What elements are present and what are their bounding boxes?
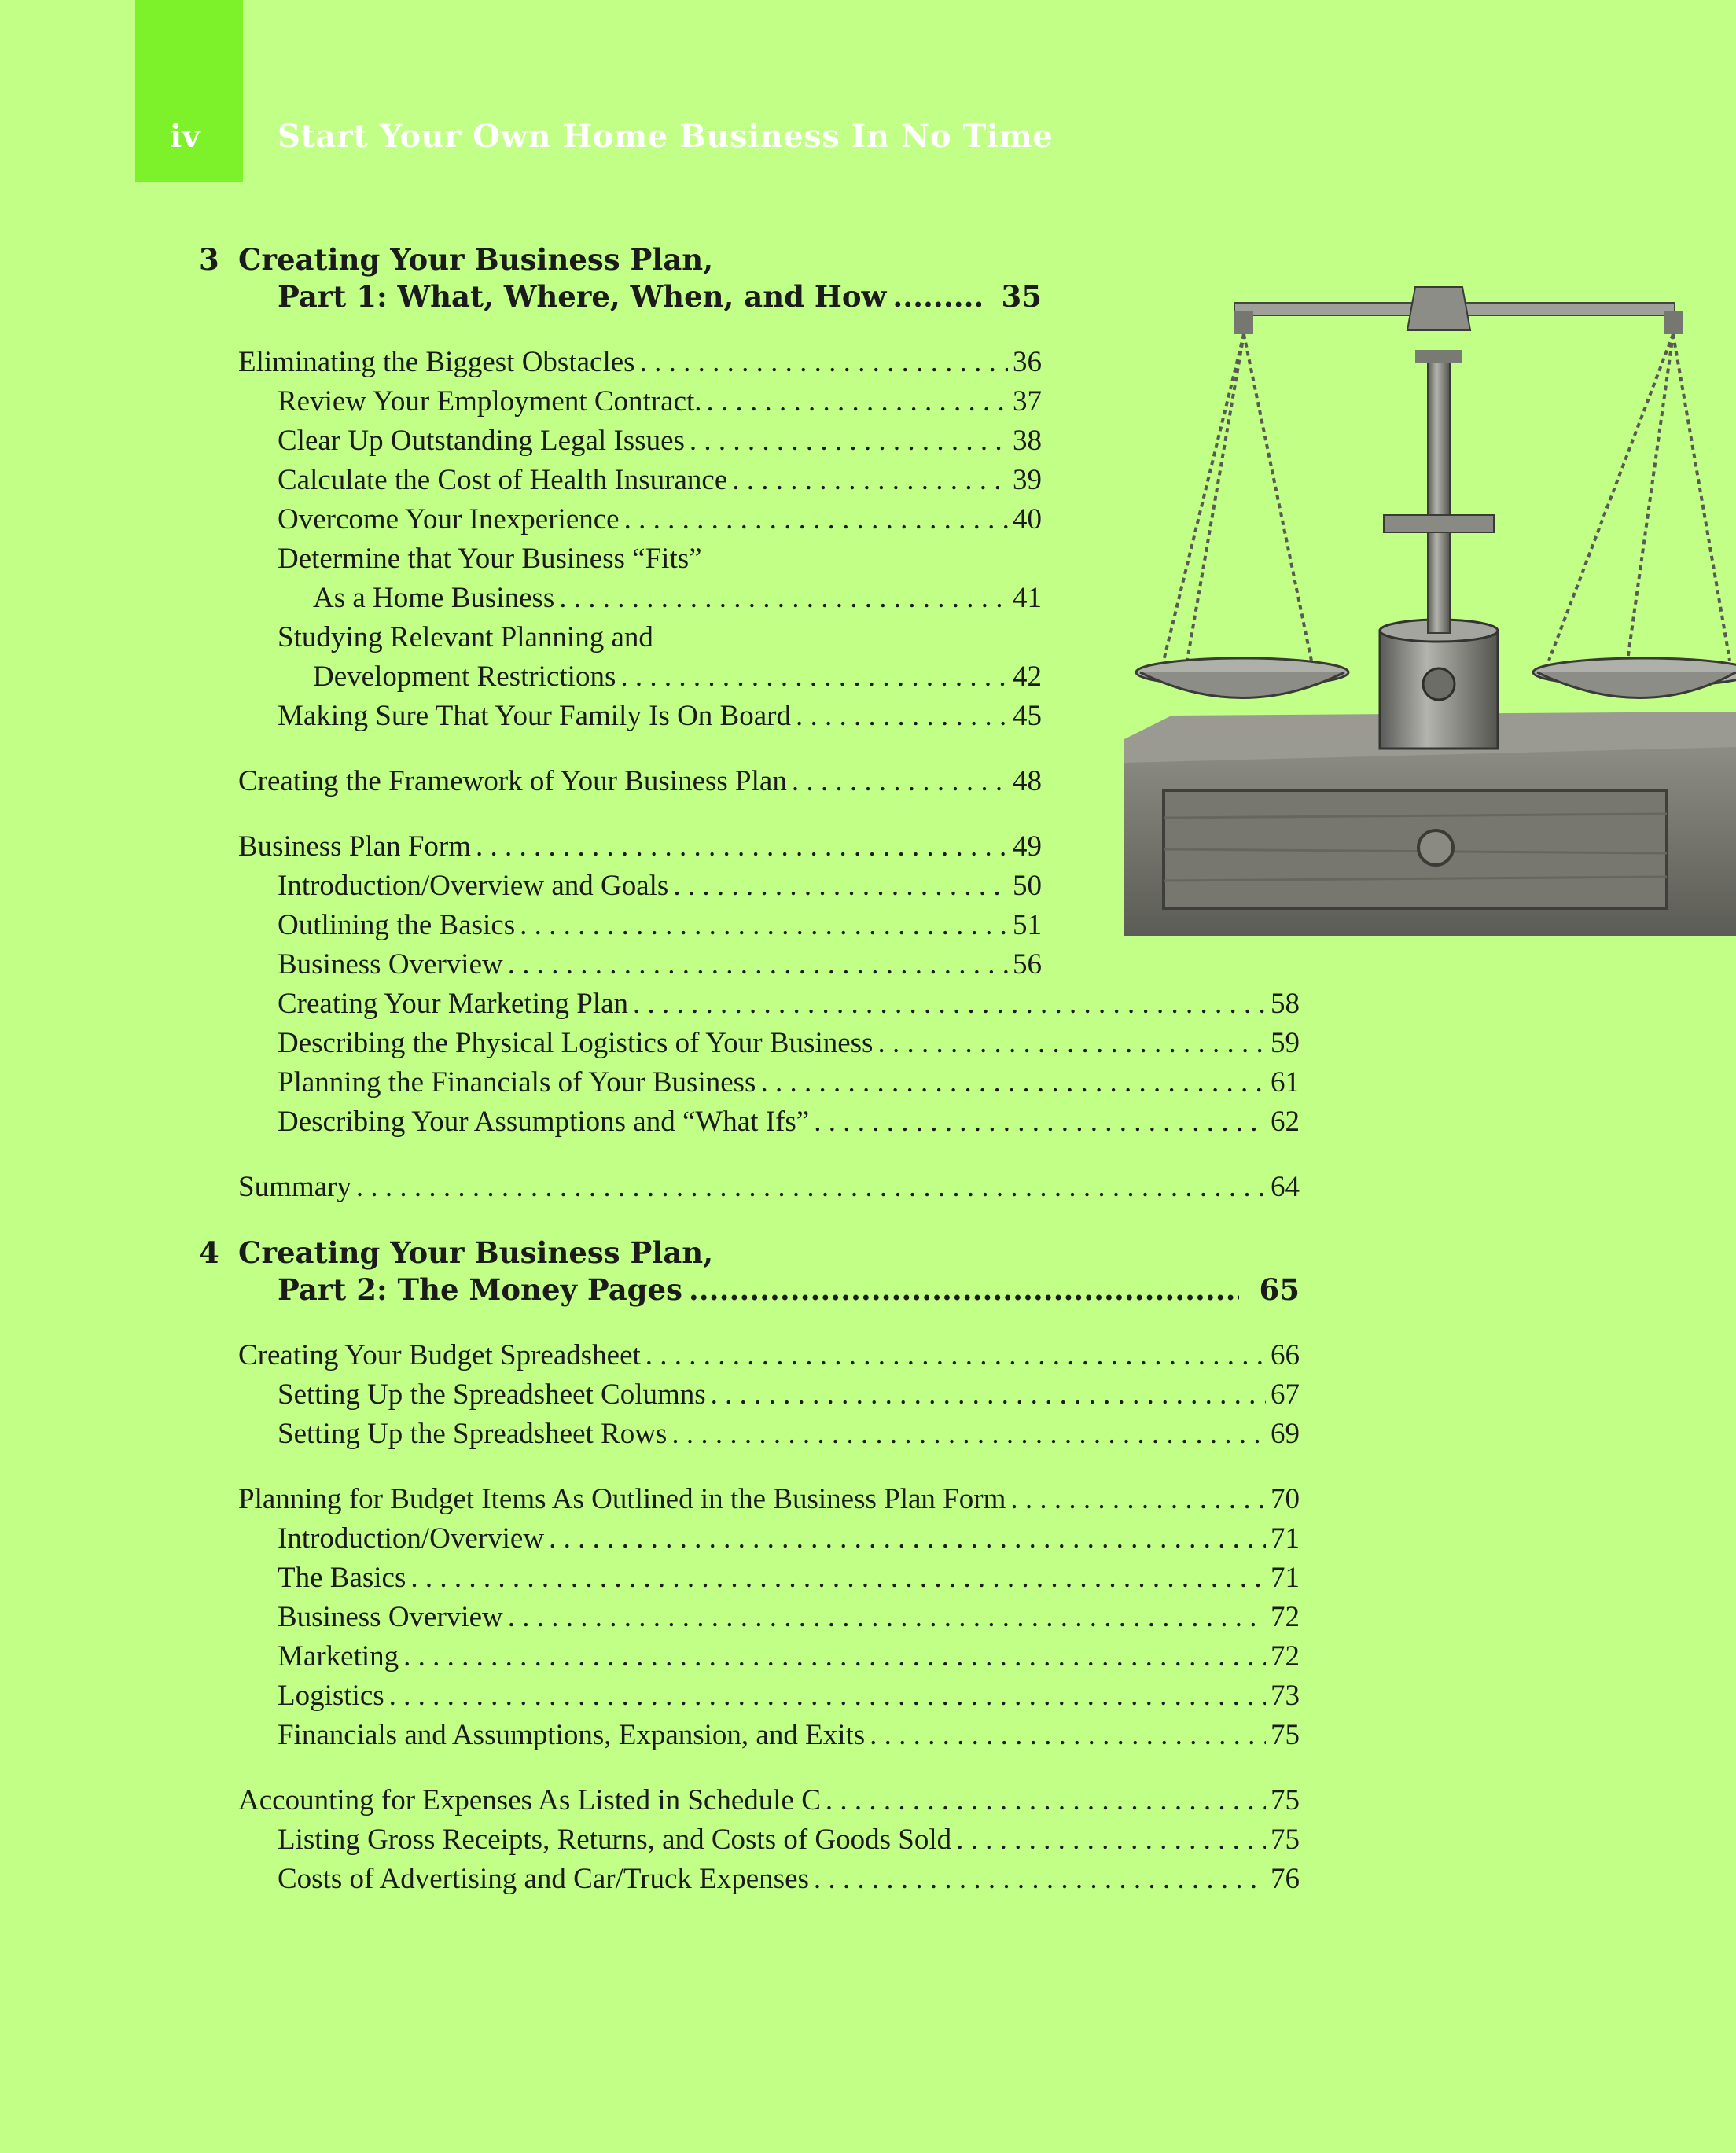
chapter-title-text: Part 2: The Money Pages [278,1272,682,1307]
chapter-title-text: Part 1: What, Where, When, and How [278,279,887,314]
toc-entry: As a Home Business . . . 41 [313,579,1042,618]
chapter-title-line2 [278,1270,1300,1309]
chapter-title-line1: Creating Your Business Plan, [238,1235,714,1270]
toc-entry: Clear Up Outstanding Legal Issues . . . 38 [278,421,1042,461]
toc-entry: Creating Your Budget Spreadsheet . . . 66 [238,1336,1300,1375]
chapter-title-line1: Creating Your Business Plan, [238,242,714,277]
balance-scale-illustration [1077,275,1736,936]
toc-entry: Financials and Assumptions, Expansion, and Exits . . . 75 [278,1716,1300,1755]
toc-entry: Costs of Advertising and Car/Truck Expenses . . . 76 [278,1860,1300,1899]
toc-entry: Accounting for Expenses As Listed in Schedule C . . . 75 [238,1781,1300,1820]
toc-entry: The Basics . . . 71 [278,1559,1300,1598]
toc-entry: Describing the Physical Logistics of Your Business . . . 59 [278,1024,1300,1063]
toc-entry: Development Restrictions . . . 42 [313,657,1042,697]
chapter-title-line2 [278,277,1042,316]
running-title: Start Your Own Home Business In No Time [278,118,1054,155]
toc-entry: Business Overview . . . 72 [278,1598,1300,1637]
chapter-page: 35 [1001,279,1042,314]
toc-entry: Business Overview . . . 56 [278,945,1042,984]
toc-entry: Eliminating the Biggest Obstacles . . . 36 [238,343,1042,382]
chapter-number: 4 [199,1235,219,1270]
toc-entry: Logistics . . . 73 [278,1676,1300,1716]
toc-entry: Describing Your Assumptions and “What Ifs” . . . 62 [278,1102,1300,1142]
toc-entry: Summary . . . 64 [238,1168,1300,1207]
toc-entry: Marketing . . . 72 [278,1637,1300,1676]
toc-entry: Planning for Budget Items As Outlined in the Business Plan Form . . . 70 [238,1480,1300,1519]
toc-entry: Introduction/Overview and Goals . . . 50 [278,867,1042,906]
toc-entry: Calculate the Cost of Health Insurance . . . 39 [278,461,1042,500]
toc-entry: Listing Gross Receipts, Returns, and Costs of Goods Sold . . . 75 [278,1820,1300,1860]
dot-leader [689,1270,1239,1309]
toc-entry: Review Your Employment Contract. . . . 37 [278,382,1042,421]
toc-entry: Setting Up the Spreadsheet Columns . . . 67 [278,1375,1300,1415]
toc-entry: Business Plan Form . . . 49 [238,827,1042,867]
toc-entry: Planning the Financials of Your Business . . . 61 [278,1063,1300,1102]
page-folio: iv [170,118,200,155]
toc-entry: Introduction/Overview . . . 71 [278,1519,1300,1559]
toc-entry-text: Determine that Your Business “Fits” [278,543,702,575]
dot-leader [892,277,980,316]
toc-entry: Creating Your Marketing Plan . . . 58 [278,984,1300,1024]
toc-entry: Overcome Your Inexperience . . . 40 [278,500,1042,539]
toc-entry: Creating the Framework of Your Business Plan . . . 48 [238,762,1042,801]
toc-entry: Outlining the Basics . . . 51 [278,906,1042,945]
toc-entry: Making Sure That Your Family Is On Board . . . 45 [278,697,1042,736]
toc-entry-text: Studying Relevant Planning and [278,621,653,653]
toc-entry: Setting Up the Spreadsheet Rows . . . 69 [278,1415,1300,1454]
chapter-number: 3 [199,242,219,277]
chapter-page: 65 [1259,1272,1300,1307]
